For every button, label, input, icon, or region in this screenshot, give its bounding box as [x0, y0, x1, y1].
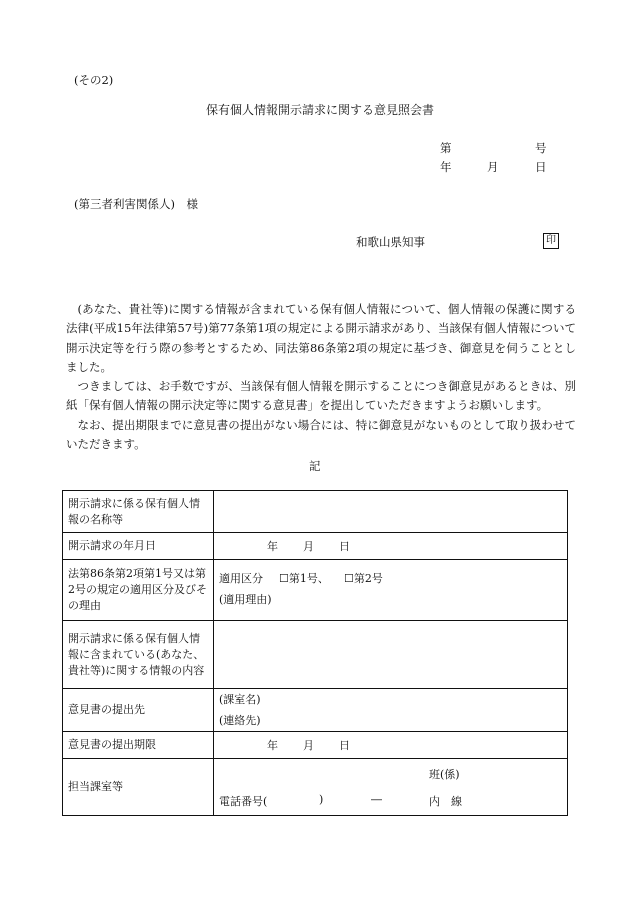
doc-number-dai: 第: [440, 141, 452, 155]
row-label-category: 法第86条第2項第1号又は第2号の規定の適用区分及びその理由: [63, 560, 214, 621]
date-day: 日: [535, 160, 547, 174]
row-label-submit-to: 意見書の提出先: [63, 689, 214, 732]
row-value-department: [214, 759, 568, 816]
addressee: (第三者利害関係人) 様: [74, 197, 198, 211]
table-row: [63, 732, 568, 759]
table-row: [63, 560, 568, 621]
page-title: 保有個人情報開示請求に関する意見照会書: [206, 103, 435, 117]
deadline-day: 日: [339, 739, 350, 752]
row-value-info-content: [214, 621, 568, 689]
table-row: [63, 759, 568, 816]
sender-name: 和歌山県知事: [356, 235, 425, 249]
table-row: [63, 689, 568, 732]
department-phone: 電話番号(: [219, 795, 268, 808]
body-paragraph-1: (あなた、貴社等)に関する情報が含まれている保有個人情報について、個人情報の保護に関する法律(平成15年法律第57号)第77条第1項の規定による開示請求があり、当該保有個人情報について開示決定等を行う際の参考とするため、同法第86条第2項の規定に基づき、御意見を伺うこととしました。: [66, 302, 576, 374]
category-option-2: ☐第2号: [344, 572, 383, 585]
body-paragraph-3: なお、提出期限までに意見書の提出がない場合には、特に御意見がないものとして取り扱わせていただきます。: [66, 417, 576, 452]
row-label-department: 担当課室等: [63, 759, 214, 816]
request-date-year: 年: [267, 540, 278, 553]
info-table: [62, 490, 568, 816]
row-label-info-name: 開示請求に係る保有個人情報の名称等: [63, 491, 214, 533]
category-label: 適用区分: [219, 572, 263, 585]
form-number: (その2): [74, 73, 114, 87]
table-row: [63, 621, 568, 689]
row-value-deadline: [214, 732, 568, 759]
category-option-1: ☐第1号、: [279, 572, 329, 585]
row-value-info-name: [214, 491, 568, 533]
department-extension: 内 線: [429, 795, 462, 808]
request-date-month: 月: [303, 540, 314, 553]
category-reason: (適用理由): [219, 593, 272, 606]
deadline-month: 月: [303, 739, 314, 752]
row-label-deadline: 意見書の提出期限: [63, 732, 214, 759]
row-value-category: [214, 560, 568, 621]
body-paragraph-2: つきましては、お手数ですが、当該保有個人情報を開示することにつき御意見があるときは、別紙「保有個人情報の開示決定等に関する意見書」を提出していただきますようお願いします。: [66, 379, 576, 413]
submit-to-contact: (連絡先): [219, 714, 261, 727]
department-dash: ―: [371, 793, 382, 806]
request-date-day: 日: [339, 540, 350, 553]
table-row: [63, 533, 568, 560]
row-value-submit-to: [214, 689, 568, 732]
row-value-request-date: [214, 533, 568, 560]
seal-stamp: 印: [543, 233, 559, 249]
date-year: 年: [440, 160, 452, 174]
row-label-info-content: 開示請求に係る保有個人情報に含まれている(あなた、貴社等)に関する情報の内容: [63, 621, 214, 689]
date-month: 月: [487, 160, 499, 174]
submit-to-section: (課室名): [219, 693, 261, 706]
table-row: [63, 491, 568, 533]
row-label-request-date: 開示請求の年月日: [63, 533, 214, 560]
deadline-year: 年: [267, 739, 278, 752]
ki-heading: 記: [309, 459, 321, 473]
body-text: [66, 300, 576, 454]
department-phone-close: ): [319, 793, 324, 806]
department-team: 班(係): [429, 768, 460, 781]
doc-number-go: 号: [535, 141, 547, 155]
